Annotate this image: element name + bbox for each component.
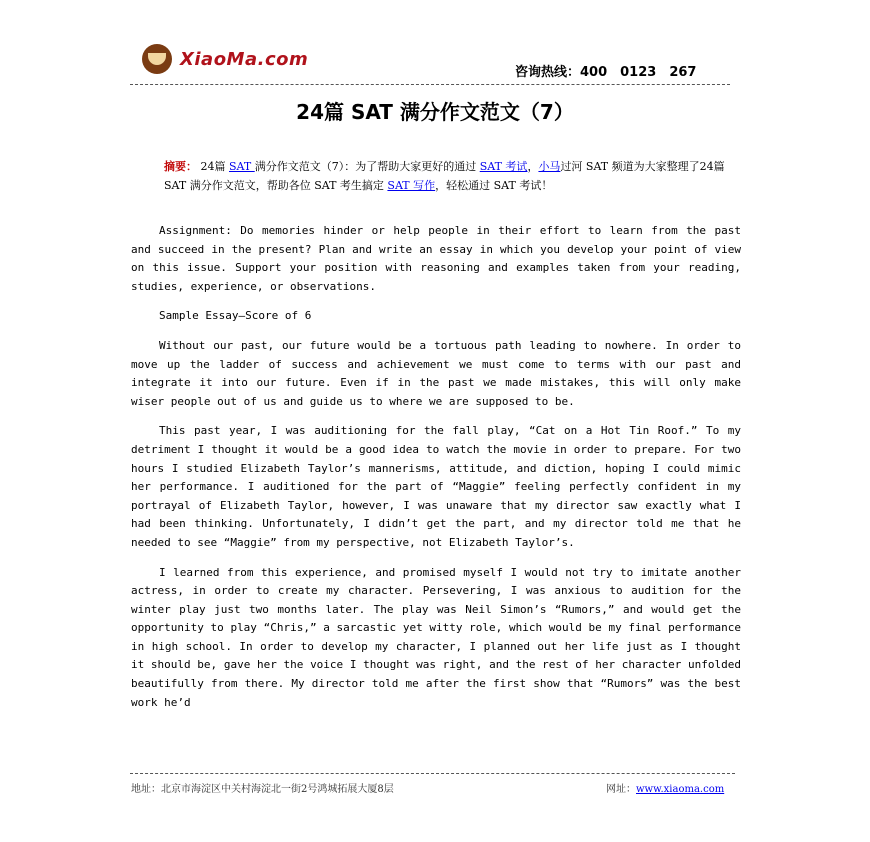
footer-website [606, 780, 724, 795]
essay-paragraph: Without our past, our future would be a tortuous path leading to nowhere. In order to move up the ladder of success and achievement we must come to terms with our past and integrate it into our future. Even if in the past we made mistakes, this will only make wiser people out of us and guide us to where we are supposed to be. [131, 338, 741, 408]
xiaoma-link[interactable]: 小马 [538, 160, 561, 173]
sat-exam-link[interactable]: SAT 考试 [479, 160, 528, 173]
abstract-text: 过河 SAT 频道为大家整理了24篇 SAT 满分作文范文，帮助各位 SAT 考生搞定 [164, 160, 725, 192]
footer-divider [130, 773, 735, 774]
website-label: 网址： [606, 784, 636, 795]
abstract-label: 摘要： [164, 160, 197, 173]
site-logo[interactable] [142, 44, 308, 74]
abstract-text: ，轻松通过 SAT 考试！ [435, 179, 553, 192]
abstract [164, 157, 742, 195]
abstract-text: 满分作文范文（7）：为了帮助大家更好的通过 [254, 160, 480, 173]
assignment-paragraph: Assignment: Do memories hinder or help people in their effort to learn from the past and succeed in the present? Plan and write an essay in which you develop your point of view on this issue. Support your position with reasoning and examples taken from your reading, studies, experience, or observations. [131, 224, 741, 293]
header-divider [130, 84, 730, 85]
abstract-text: ， [527, 160, 539, 173]
essay-paragraph: I learned from this experience, and promised myself I would not try to imitate another actress, in order to create my character. Persevering, I was anxious to audition for the winter play just two months later. The play was Neil Simon’s “Rumors,” and would get the opportunity to play “Chris,” a sarcastic yet witty role, which would be my final performance in high school. In order to develop my character, I planned out her life just as I thought it should be, gave her the voice I thought was right, and the rest of her character unfolded beautifully from there. My director told me after the first show that “Rumors” was the best work he’d [131, 565, 741, 709]
essay-body [131, 222, 741, 723]
horse-logo-icon [142, 44, 172, 74]
essay-paragraph: This past year, I was auditioning for the fall play, “Cat on a Hot Tin Roof.” To my detriment I thought it would be a good idea to watch the movie in order to prepare. For two hours I studied Elizabeth Taylor’s mannerisms, attitude, and diction, hoping I could mimic her performance. I auditioned for the part of “Maggie” feeling perfectly confident in my portrayal of Elizabeth Taylor, however, I was unaware that my director saw exactly what I had been thinking. Unfortunately, I didn’t get the part, and my director told me that he needed to see “Maggie” from my perspective, not Elizabeth Taylor’s. [131, 424, 741, 549]
footer-address: 地址：北京市海淀区中关村海淀北一街2号鸿城拓展大厦8层 [131, 784, 394, 795]
website-link[interactable]: www.xiaoma.com [636, 784, 725, 795]
abstract-text: 24篇 [197, 160, 229, 173]
logo-text: XiaoMa.com [180, 48, 309, 70]
hotline: 咨询热线：400 0123 267 [515, 65, 697, 80]
page-title: 24篇 SAT 满分作文范文（7） [296, 100, 574, 124]
sat-link[interactable]: SAT [229, 160, 255, 173]
sat-writing-link[interactable]: SAT 写作 [387, 179, 436, 192]
sample-heading: Sample Essay—Score of 6 [159, 309, 312, 323]
